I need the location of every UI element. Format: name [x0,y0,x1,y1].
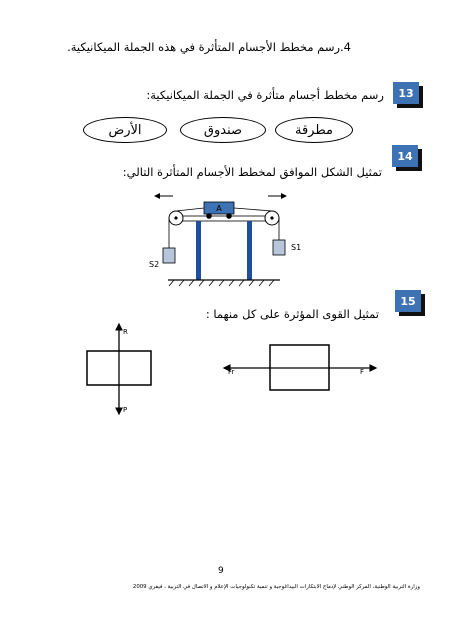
block-wheel [226,213,232,219]
question-13-text: رسم مخطط أجسام متأثرة في الجملة الميكانيكية: [146,88,384,102]
force-r-label: R [123,328,128,336]
table-leg-left [196,221,201,280]
mass-s1 [273,240,285,255]
block-a-label: A [216,204,222,213]
mass-s2-label: S2 [149,260,160,269]
forces-diagram-horizontal [220,335,380,395]
pulley-system-diagram [140,188,310,292]
question-13-badge: 13 [393,82,419,104]
question-15-badge: 15 [395,290,421,312]
question-14-badge: 14 [392,145,418,167]
force-f-label: F [360,368,365,376]
body-oval-hammer: مطرقة [275,117,353,143]
mass-s2 [163,248,175,263]
body-oval-box: صندوق [180,117,266,143]
question-15-text: تمثيل القوى المؤثرة على كل منهما : [205,307,379,321]
section-4-heading: 4.رسم مخطط الأجسام المتأثرة في هذه الجملة الميكانيكية. [67,40,351,54]
table-top [175,216,275,221]
mass-s1-label: S1 [291,243,302,252]
table-leg-right [247,221,252,280]
footer-credit: وزارة التربية الوطنية، المركز الوطني لإدماج الابتكارات البيداغوجية و تنمية تكنولوجيات الإعلام و الاتصال في التربية ، فيفري 2009 [132,584,420,590]
block-wheel [206,213,212,219]
page-number: 9 [218,566,224,576]
string-right [234,208,272,211]
question-14-text: تمثيل الشكل الموافق لمخطط الأجسام المتأثرة التالي: [122,165,382,179]
string-left [176,208,204,211]
force-p-label: P [123,406,128,414]
forces-diagram-vertical [80,318,160,418]
force-fr-label: Fr [228,368,235,376]
ground-hatching [169,280,274,286]
body-oval-earth: الأرض [83,117,167,143]
